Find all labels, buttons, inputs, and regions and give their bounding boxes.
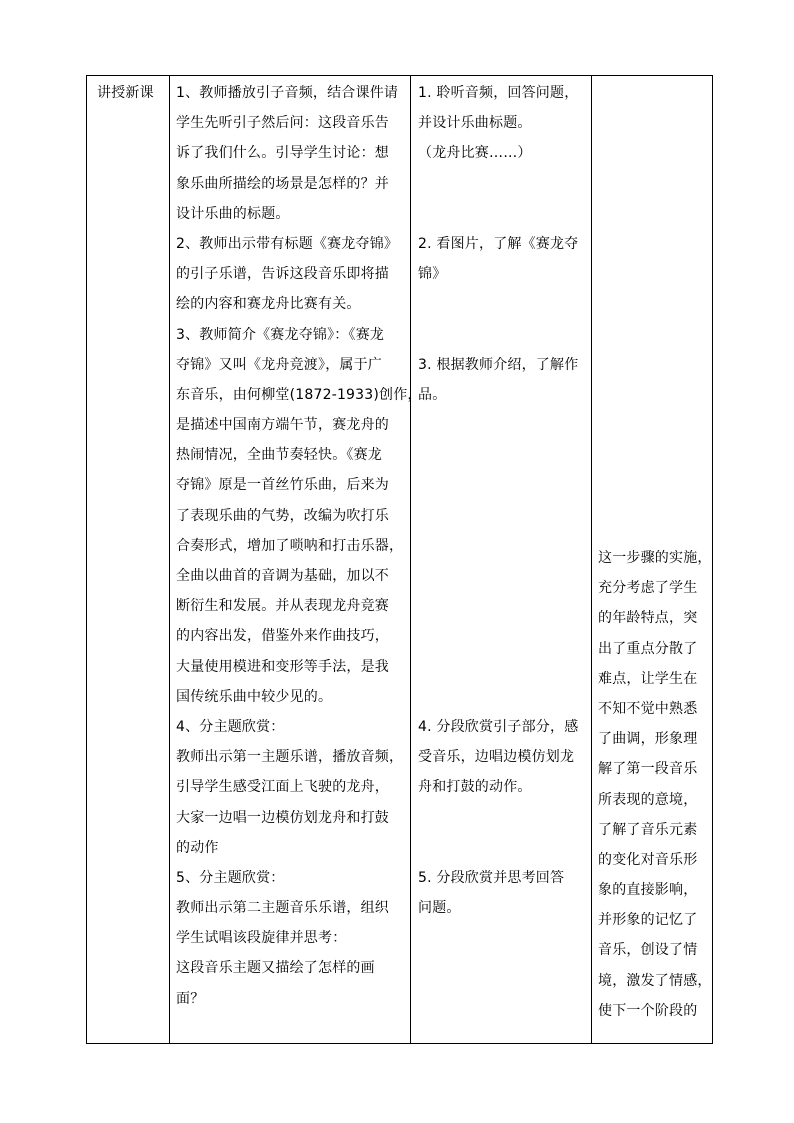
teacher-activity-line: 学生先听引子然后问：这段音乐告: [176, 115, 389, 132]
teacher-activity-line: 设计乐曲的标题。: [176, 205, 290, 222]
design-intent-line: 境，激发了情感，: [598, 972, 712, 989]
student-activity-line: [418, 470, 585, 500]
student-activity-line: 品。: [418, 386, 447, 403]
teacher-activity-line: 面？: [176, 990, 205, 1007]
teacher-activity-line: 夺锦》又叫《龙舟竞渡》，属于广: [176, 356, 382, 373]
teacher-activity-line: 2、教师出示带有标题《赛龙夺锦》: [176, 235, 399, 252]
design-intent-line: 使下一个阶段的: [598, 1002, 698, 1019]
teacher-activity-line: 了表现乐曲的气势，改编为吹打乐: [176, 507, 389, 524]
teacher-activity-line: 夺锦》原是一首丝竹乐曲，后来为: [176, 477, 389, 494]
student-activity-line: [418, 591, 585, 621]
design-intent-line: 象的直接影响，: [598, 882, 698, 899]
teacher-activity-line: 全曲以曲首的音调为基础，加以不: [176, 568, 389, 584]
teacher-activity-line: 5、分主题欣赏：: [176, 869, 285, 886]
student-activity-line: 并设计乐曲标题。: [418, 115, 532, 132]
student-activity-line: （龙舟比赛……）: [418, 145, 532, 162]
teacher-activity-line: 的引子乐谱，告诉这段音乐即将描: [176, 266, 389, 283]
student-activity-line: [418, 621, 585, 651]
teacher-activity-line: 国传统乐曲中较少见的。: [176, 688, 333, 705]
stage-cell: [87, 76, 170, 1044]
student-activity-line: [418, 803, 585, 833]
design-intent-line: 的变化对音乐形: [598, 851, 698, 868]
design-intent-line: 所表现的意境，: [598, 791, 698, 808]
student-activity-line: 2. 看图片，了解《赛龙夺: [418, 235, 579, 252]
student-activity-line: 1. 聆听音频，回答问题，: [418, 85, 579, 101]
teacher-activity-line: 大家一边唱一边模仿划龙舟和打鼓: [176, 809, 389, 826]
teacher-activity-line: 1、教师播放引子音频，结合课件请: [176, 85, 399, 101]
design-intent-line: 的年龄特点，突: [598, 610, 698, 627]
design-intent-cell: [592, 76, 713, 1044]
student-activity-line: [418, 561, 585, 591]
design-intent-line: 难点，让学生在: [598, 670, 698, 687]
teacher-activity-line: 引导学生感受江面上飞驶的龙舟，: [176, 779, 389, 796]
teacher-activity-line: 教师出示第一主题乐谱，播放音频，: [176, 749, 404, 766]
teacher-activity-line: 东音乐，由何柳堂(1872-1933)创作，: [176, 386, 422, 403]
student-activity-line: [418, 501, 585, 531]
table-row: [87, 76, 713, 1044]
student-activity-line: 3. 根据教师介绍，了解作: [418, 356, 579, 373]
student-activity-line: 问题。: [418, 900, 461, 917]
teacher-activity-line: 的动作: [176, 839, 219, 856]
teacher-activity-line: 教师出示第二主题音乐乐谱，组织: [176, 900, 389, 917]
stage-label: 讲授新课: [97, 85, 154, 101]
teacher-activity-line: 3、教师简介《赛龙夺锦》：《赛龙: [176, 326, 385, 343]
student-activity-line: 5. 分段欣赏并思考回答: [418, 869, 565, 886]
student-activity-line: [418, 169, 585, 199]
design-intent-line: 充分考虑了学生: [598, 580, 698, 597]
lesson-plan-table: [86, 75, 713, 1044]
student-activity-line: [418, 652, 585, 682]
student-activity-line: 舟和打鼓的动作。: [418, 779, 532, 796]
student-activity-line: 受音乐，边唱边模仿划龙: [418, 749, 575, 766]
teacher-activity-line: 的内容出发，借鉴外来作曲技巧，: [176, 628, 389, 645]
student-activity-line: [418, 199, 585, 229]
student-activity-line: [418, 833, 585, 863]
teacher-activity-line: 断衍生和发展。并从表现龙舟竞赛: [176, 598, 389, 615]
teacher-activity-line: 大量使用模进和变形等手法，是我: [176, 658, 389, 675]
design-intent-line: 不知不觉中熟悉: [598, 700, 698, 717]
teacher-activity-line: 这段音乐主题又描绘了怎样的画: [176, 960, 375, 977]
student-activity-line: 锦》: [418, 266, 447, 283]
student-activity-cell: [411, 76, 592, 1044]
teacher-activity-line: 合奏形式，增加了唢呐和打击乐器，: [176, 537, 404, 554]
teacher-activity-line: 学生试唱该段旋律并思考：: [176, 930, 347, 947]
design-intent-line: 出了重点分散了: [598, 640, 698, 657]
student-activity-line: 4. 分段欣赏引子部分，感: [418, 718, 579, 735]
student-activity-line: [418, 440, 585, 470]
design-intent-line: 音乐，创设了情: [598, 942, 698, 959]
teacher-activity-line: 绘的内容和赛龙舟比赛有关。: [176, 296, 361, 313]
design-intent-line: 了解了音乐元素: [598, 821, 698, 838]
teacher-activity-line: 4、分主题欣赏：: [176, 718, 285, 735]
teacher-activity-line: 是描述中国南方端午节，赛龙舟的: [176, 417, 389, 434]
student-activity-line: [418, 531, 585, 561]
teacher-activity-line: 诉了我们什么。引导学生讨论：想: [176, 145, 389, 162]
student-activity-line: [418, 289, 585, 319]
teacher-activity-cell: [170, 76, 422, 1044]
teacher-activity-line: 热闹情况，全曲节奏轻快。《赛龙: [176, 447, 382, 464]
design-intent-line: 这一步骤的实施，: [598, 550, 712, 566]
student-activity-line: [418, 410, 585, 440]
design-intent-line: 并形象的记忆了: [598, 912, 698, 929]
teacher-activity-line: 象乐曲所描绘的场景是怎样的？并: [176, 175, 389, 192]
design-intent-line: 解了第一段音乐: [598, 761, 698, 778]
student-activity-line: [418, 682, 585, 712]
design-intent-line: 了曲调，形象理: [598, 731, 698, 748]
student-activity-line: [418, 320, 585, 350]
